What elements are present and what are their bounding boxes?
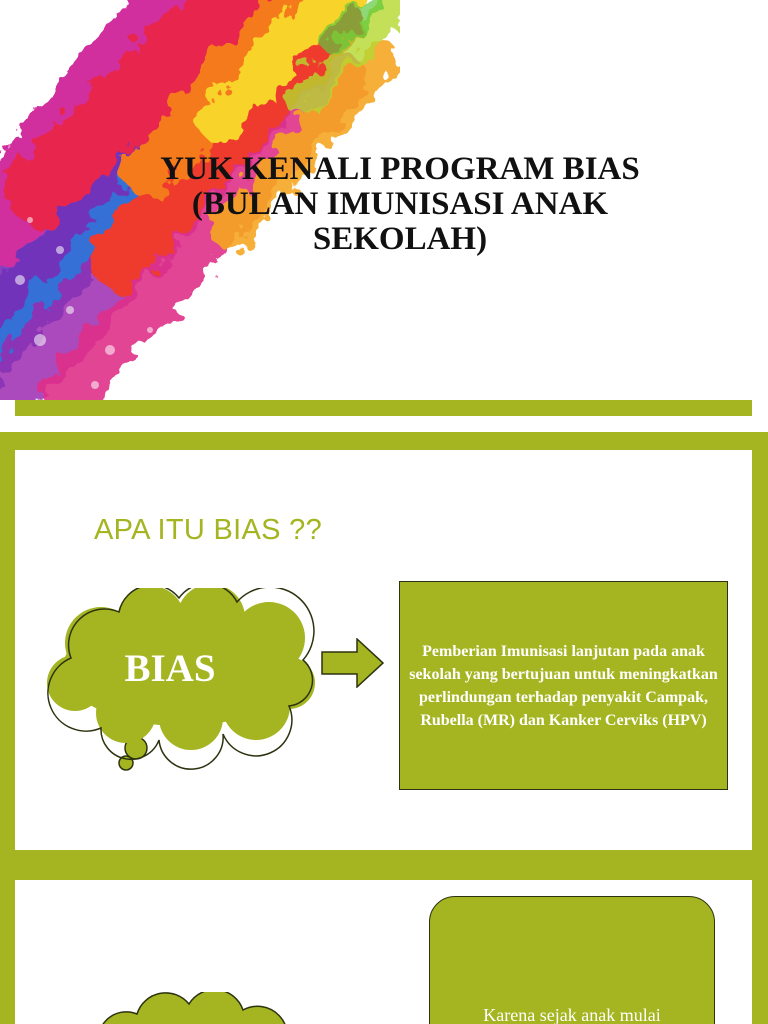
definition-text: Pemberian Imunisasi lanjutan pada anak sekolah yang bertujuan untuk meningkatkan perlindungan terhadap penyakit Campak, Rubella (MR) dan Kanker Cerviks (HPV) — [409, 642, 718, 729]
right-arrow-icon — [321, 638, 385, 688]
slide-title — [130, 152, 670, 257]
title-line-2: (BULAN IMUNISASI ANAK — [191, 186, 609, 222]
definition-box — [399, 581, 728, 790]
reason-box — [429, 896, 715, 1024]
cloud-label: BIAS — [124, 647, 216, 690]
reason-text: Karena sejak anak mulai — [483, 1005, 661, 1024]
title-line-1: YUK KENALI PROGRAM BIAS — [160, 151, 640, 187]
slide-panel — [15, 450, 752, 850]
title-slide — [0, 0, 768, 432]
title-line-3: SEKOLAH) — [312, 221, 488, 257]
slide-heading: APA ITU BIAS ?? — [94, 514, 323, 546]
accent-bar — [15, 400, 752, 416]
thought-cloud-icon — [97, 992, 287, 1024]
slide-panel — [15, 880, 752, 1024]
reason-slide — [0, 880, 768, 1024]
definition-slide — [0, 432, 768, 880]
